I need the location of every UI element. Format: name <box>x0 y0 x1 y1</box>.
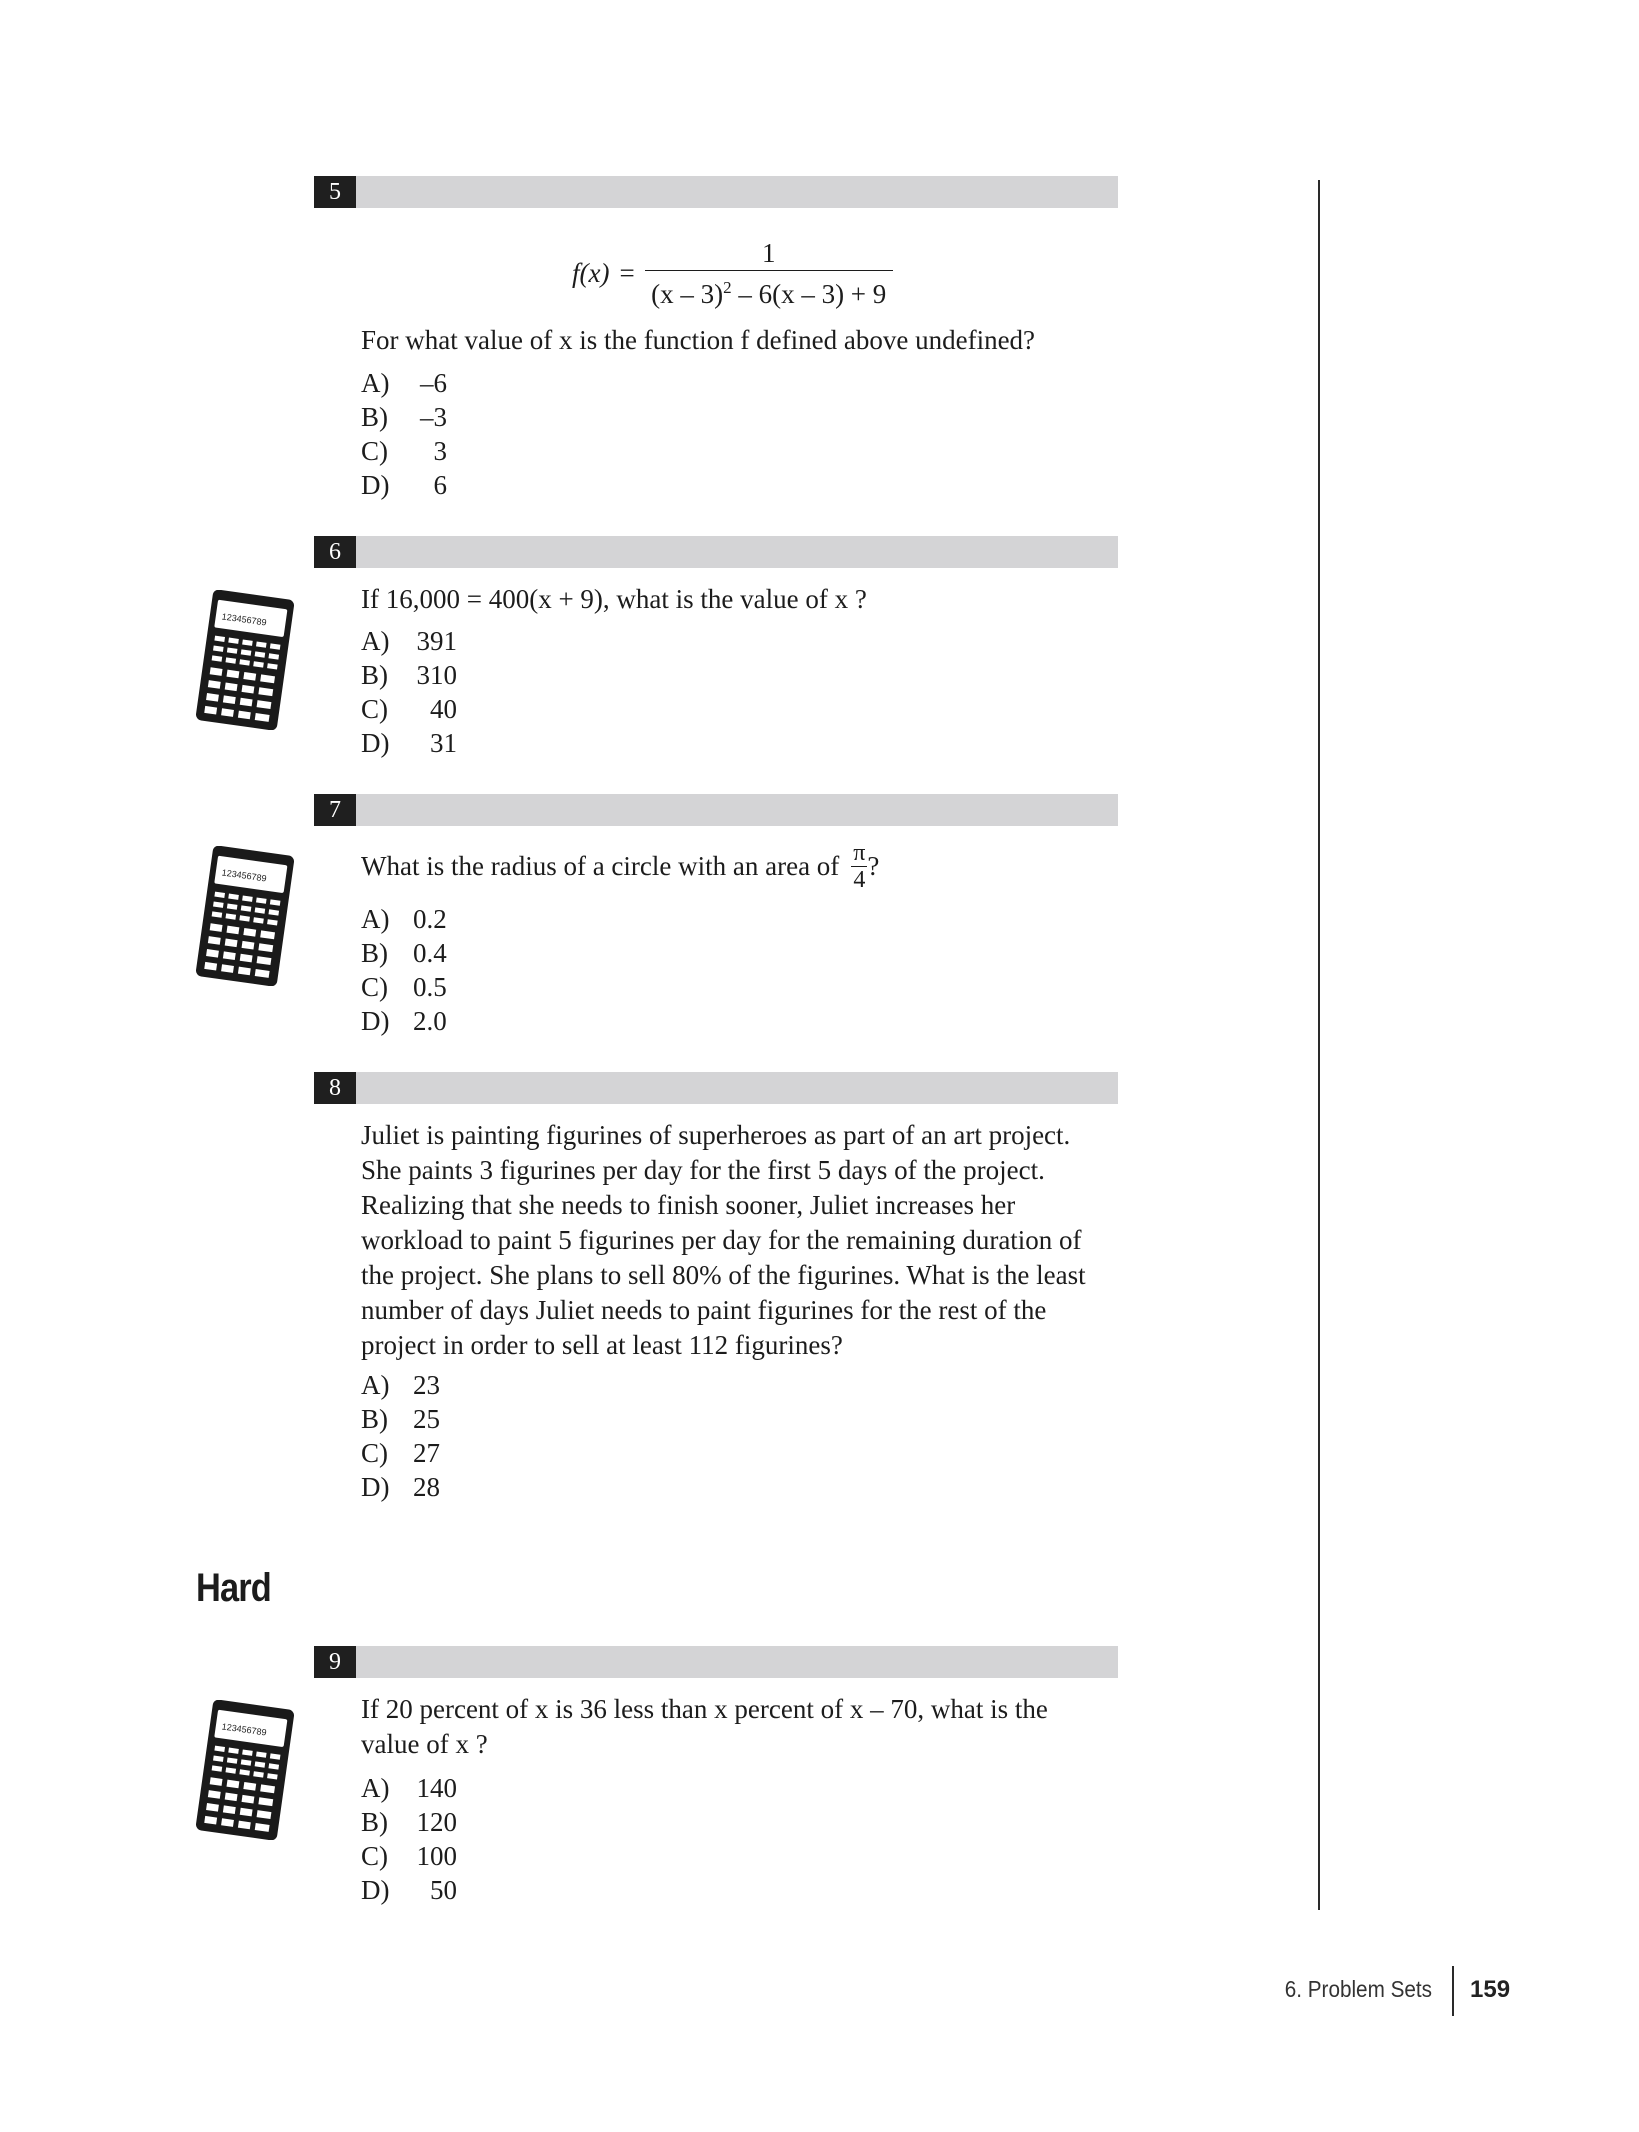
question-text-before: What is the radius of a circle with an area of <box>361 851 840 881</box>
choice-letter: D) <box>361 1875 390 1905</box>
question-text-line: Juliet is painting figurines of superheroes as part of an art project. <box>361 1120 1071 1150</box>
choice-letter: D) <box>361 470 390 500</box>
choice-value: 120 <box>416 1807 457 1837</box>
choice-b[interactable] <box>361 1805 457 1839</box>
fraction-denominator <box>645 270 893 311</box>
calculator-display: 123456789 <box>221 1721 268 1738</box>
choice-b[interactable] <box>361 658 457 692</box>
margin-rule <box>1318 180 1320 1910</box>
choice-letter: B) <box>361 660 388 690</box>
choice-value: 27 <box>413 1438 440 1468</box>
function-definition <box>572 236 893 311</box>
choice-letter: B) <box>361 1807 388 1837</box>
choice-b[interactable] <box>361 1402 493 1436</box>
choice-a[interactable] <box>361 624 457 658</box>
choice-letter: C) <box>361 694 388 724</box>
question-text-line: Realizing that she needs to finish sooner, Juliet increases her <box>361 1190 1016 1220</box>
question-text-line: workload to paint 5 figurines per day for the remaining duration of <box>361 1225 1082 1255</box>
choice-value: 2.0 <box>413 1006 447 1036</box>
question-5-header-bar <box>314 176 1118 208</box>
choice-letter: C) <box>361 1841 388 1871</box>
choice-c[interactable] <box>361 434 447 468</box>
answer-choices <box>361 624 457 760</box>
calculator-icon <box>196 846 294 986</box>
question-8-header-bar <box>314 1072 1118 1104</box>
choice-letter: D) <box>361 1006 390 1036</box>
question-number: 8 <box>314 1072 356 1104</box>
function-lhs: f(x) <box>572 258 610 288</box>
choice-value: 0.2 <box>413 904 447 934</box>
question-text-line: If 20 percent of x is 36 less than x percent of x – 70, what is the <box>361 1694 1048 1724</box>
choice-letter: A) <box>361 1773 390 1803</box>
question-text-line: the project. She plans to sell 80% of the figurines. What is the least <box>361 1260 1086 1290</box>
choice-letter: C) <box>361 436 388 466</box>
answer-choices <box>361 1771 457 1907</box>
question-number: 5 <box>314 176 356 208</box>
choice-value: 0.5 <box>413 972 447 1002</box>
question-number: 7 <box>314 794 356 826</box>
choice-a[interactable] <box>361 1368 493 1402</box>
choice-d[interactable] <box>361 1004 493 1038</box>
choice-letter: A) <box>361 1370 390 1400</box>
choice-value: 391 <box>416 626 457 656</box>
choice-letter: B) <box>361 402 388 432</box>
choice-a[interactable] <box>361 902 493 936</box>
choice-letter: B) <box>361 938 388 968</box>
question-7-header-bar <box>314 794 1118 826</box>
denominator-part-1: (x – 3) <box>651 279 724 309</box>
answer-choices <box>361 366 447 502</box>
section-heading-hard: Hard <box>196 1566 271 1610</box>
answer-choices <box>361 902 493 1038</box>
footer-chapter: 6. Problem Sets <box>1284 1976 1432 2002</box>
fraction-numerator: π <box>853 840 866 866</box>
fraction-numerator: 1 <box>761 238 776 268</box>
choice-letter: D) <box>361 728 390 758</box>
question-6-header-bar <box>314 536 1118 568</box>
question-text-line: number of days Juliet needs to paint figurines for the rest of the <box>361 1295 1047 1325</box>
question-mark: ? <box>867 851 880 881</box>
choice-c[interactable] <box>361 1839 457 1873</box>
choice-value: 28 <box>413 1472 440 1502</box>
choice-c[interactable] <box>361 1436 493 1470</box>
choice-a[interactable] <box>361 1771 457 1805</box>
denominator-exponent: 2 <box>723 278 732 297</box>
question-text-line: project in order to sell at least 112 figurines? <box>361 1330 843 1360</box>
answer-choices <box>361 1368 493 1504</box>
equals-sign: = <box>619 258 635 288</box>
choice-c[interactable] <box>361 692 457 726</box>
question-text <box>361 1692 1121 1762</box>
choice-b[interactable] <box>361 936 493 970</box>
choice-letter: C) <box>361 972 388 1002</box>
question-text-line: value of x ? <box>361 1729 488 1759</box>
choice-value: –3 <box>420 402 447 432</box>
question-text: For what value of x is the function f defined above undefined? <box>361 325 1036 355</box>
calculator-display: 123456789 <box>221 611 268 628</box>
choice-value: 0.4 <box>413 938 447 968</box>
question-text <box>361 840 1121 893</box>
choice-value: 31 <box>430 728 457 758</box>
choice-value: 25 <box>413 1404 440 1434</box>
calculator-icon <box>196 590 294 730</box>
choice-value: 23 <box>413 1370 440 1400</box>
choice-letter: A) <box>361 626 390 656</box>
choice-d[interactable] <box>361 1470 493 1504</box>
page-number: 159 <box>1470 1976 1511 2003</box>
choice-letter: B) <box>361 1404 388 1434</box>
choice-letter: A) <box>361 904 390 934</box>
question-number: 9 <box>314 1646 356 1678</box>
question-number: 6 <box>314 536 356 568</box>
choice-value: 50 <box>430 1875 457 1905</box>
choice-d[interactable] <box>361 468 447 502</box>
choice-a[interactable] <box>361 366 447 400</box>
footer-divider <box>1452 1966 1454 2016</box>
question-text-line: She paints 3 figurines per day for the first 5 days of the project. <box>361 1155 1045 1185</box>
fraction-denominator: 4 <box>851 866 867 893</box>
question-9-header-bar <box>314 1646 1118 1678</box>
choice-d[interactable] <box>361 1873 457 1907</box>
choice-letter: A) <box>361 368 390 398</box>
choice-value: 3 <box>433 436 447 466</box>
denominator-part-2: – 6(x – 3) + 9 <box>731 279 887 309</box>
choice-value: 100 <box>416 1841 457 1871</box>
calculator-icon <box>196 1700 294 1840</box>
pi-over-four-fraction <box>851 840 867 893</box>
choice-c[interactable] <box>361 970 493 1004</box>
choice-b[interactable] <box>361 400 447 434</box>
choice-value: 40 <box>430 694 457 724</box>
choice-value: –6 <box>420 368 447 398</box>
choice-value: 310 <box>416 660 457 690</box>
choice-value: 140 <box>416 1773 457 1803</box>
calculator-display: 123456789 <box>221 867 268 884</box>
choice-value: 6 <box>433 470 447 500</box>
choice-letter: D) <box>361 1472 390 1502</box>
choice-d[interactable] <box>361 726 457 760</box>
function-fraction <box>645 236 893 311</box>
question-text: If 16,000 = 400(x + 9), what is the value of x ? <box>361 584 867 614</box>
question-text <box>361 1118 1141 1363</box>
choice-letter: C) <box>361 1438 388 1468</box>
